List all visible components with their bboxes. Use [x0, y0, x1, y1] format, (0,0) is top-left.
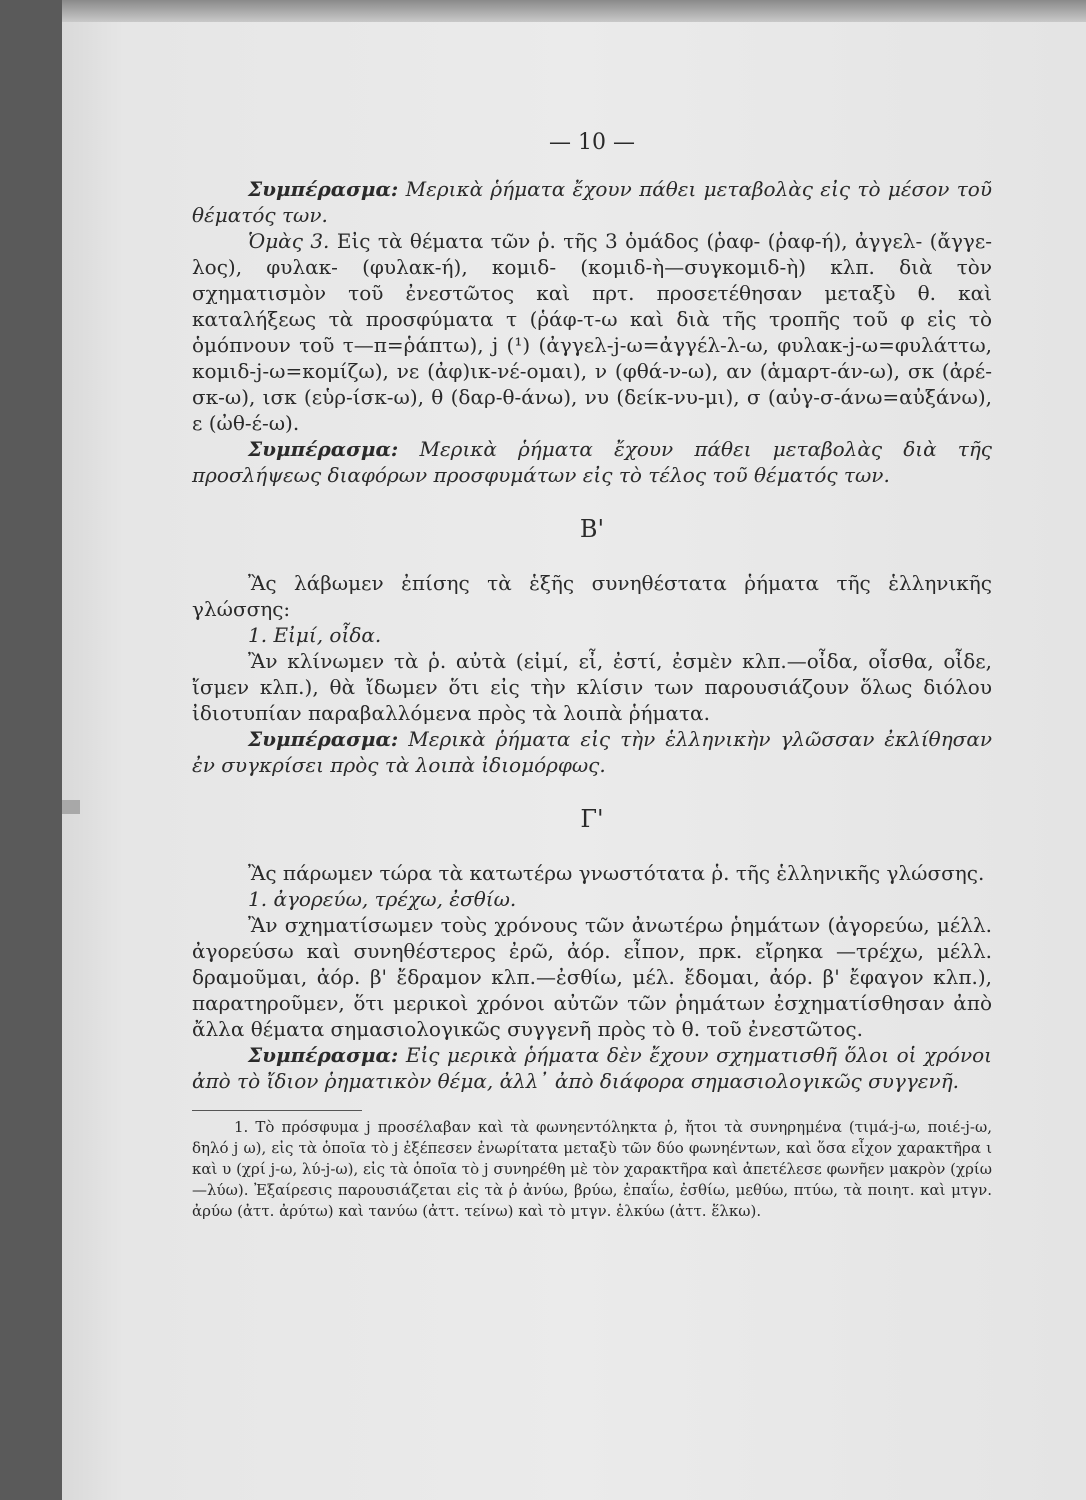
conclusion-label: Συμπέρασμα:	[248, 727, 399, 751]
conclusion-label: Συμπέρασμα:	[248, 1043, 399, 1067]
intro-paragraph-g: Ἂς πάρωμεν τώρα τὰ κατωτέρω γνωστότατα ῥ. τῆς ἑλληνικῆς γλώσσης.	[248, 861, 985, 885]
intro-paragraph-b: Ἂς λάβωμεν ἐπίσης τὰ ἑξῆς συνηθέστατα ῥήματα τῆς ἑλληνικῆς γλώσσης:	[192, 571, 992, 621]
conclusion-paragraph-4	[192, 1042, 992, 1094]
page-top-edge	[62, 0, 1086, 22]
conclusion-text: Εἰς μερικὰ ῥήματα δὲν ἔχουν σχηματισθῆ ὅλοι οἱ χρόνοι ἀπὸ τὸ ἴδιον ῥηματικὸν θέμα, ἀλλ᾽ ἀπὸ διάφορα σημασιολογικῶς συγγενῆ.	[192, 1043, 992, 1093]
section-heading-b: Β'	[579, 515, 605, 543]
conclusion-text: Μερικὰ ῥήματα ἔχουν πάθει μεταβολὰς εἰς τὸ μέσον τοῦ θέματός των.	[192, 177, 992, 227]
conclusion-text: Μερικὰ ῥήματα ἔχουν πάθει μεταβολὰς διὰ τῆς προσλήψεως διαφόρων προσφυμάτων εἰς τὸ τέλος τοῦ θέματός των.	[192, 437, 992, 487]
conclusion-paragraph-1	[192, 176, 992, 228]
conclusion-label: Συμπέρασμα:	[248, 437, 399, 461]
paragraph-eimi: Ἂν κλίνωμεν τὰ ῥ. αὐτὰ (εἰμί, εἶ, ἐστί, ἐσμὲν κλπ.—οἶδα, οἶσθα, οἶδε, ἴσμεν κλπ.), θὰ ἴδωμεν ὅτι εἰς τὴν κλίσιν των παρουσιάζουν ὅλως διόλου ἰδιοτυπίαν παραβαλλόμενα πρὸς τὰ λοιπὰ ῥήματα.	[192, 649, 992, 725]
footnote-rule	[192, 1110, 362, 1111]
section-heading-g: Γ'	[580, 805, 604, 833]
group-label: Ὁμὰς 3.	[248, 229, 330, 253]
item-b1: 1. Εἰμί, οἶδα.	[248, 623, 382, 647]
footnote: 1. Τὸ πρόσφυμα j προσέλαβαν καὶ τὰ φωνηεντόληκτα ῥ, ἤτοι τὰ συνηρημένα (τιμά-j-ω, ποιέ-j-ω, δηλό j ω), εἰς τὰ ὁποῖα τὸ j ἐξέπεσεν ἐνωρίτατα μεταξὺ τῶν δύο φωνηέντων, καὶ ὅσα εἶχον χαρακτῆρα ι καὶ υ (χρί j-ω, λύ-j-ω), εἰς τὰ ὁποῖα τὸ j συνηρέθη μὲ τὸν χαρακτῆρα καὶ ἀπετέλεσε φωνῆεν μακρὸν (χρίω—λύω). Ἐξαίρεσις παρουσιάζεται εἰς τὰ ῥ ἀνύω, βρύω, ἐπαΐω, ἐσθίω, μεθύω, πτύω, τὰ ποιητ. καὶ μτγν. ἀρύω (ἀττ. ἀρύτω) καὶ τανύω (ἀττ. τείνω) καὶ τὸ μτγν. ἑλκύω (ἀττ. ἕλκω).	[192, 1118, 992, 1220]
page-content	[192, 130, 992, 1222]
conclusion-paragraph-3	[192, 726, 992, 778]
paragraph-agoreuo: Ἂν σχηματίσωμεν τοὺς χρόνους τῶν ἀνωτέρω ῥημάτων (ἀγορεύω, μέλλ. ἀγορεύσω καὶ συνηθέστερος ἐρῶ, ἀόρ. εἶπον, πρκ. εἴρηκα —τρέχω, μέλλ. δραμοῦμαι, ἀόρ. β' ἔδραμον κλπ.—ἐσθίω, μέλ. ἔδομαι, ἀόρ. β' ἔφαγον κλπ.), παρατηροῦμεν, ὅτι μερικοὶ χρόνοι αὐτῶν τῶν ῥημάτων ἐσχηματίσθησαν ἀπὸ ἄλλα θέματα σημασιολογικῶς συγγενῆ πρὸς τὸ θ. τοῦ ἐνεστῶτος.	[192, 913, 992, 1041]
page-fold-mark	[62, 800, 80, 814]
page-number: — 10 —	[549, 130, 635, 155]
group-3-paragraph	[192, 228, 992, 436]
conclusion-text: Μερικὰ ῥήματα εἰς τὴν ἑλληνικὴν γλῶσσαν ἐκλίθησαν ἐν συγκρίσει πρὸς τὰ λοιπὰ ἰδιομόρφως.	[192, 727, 992, 777]
conclusion-label: Συμπέρασμα:	[248, 177, 399, 201]
conclusion-paragraph-2	[192, 436, 992, 488]
item-g1: 1. ἀγορεύω, τρέχω, ἐσθίω.	[248, 887, 517, 911]
group-text: Εἰς τὰ θέματα τῶν ῥ. τῆς 3 ὁμάδος (ῥαφ- (ῥαφ-ή), ἀγγελ- (ἄγγε-λος), φυλακ- (φυλακ-ή), κομιδ- (κομιδ-ὴ—συγκομιδ-ὴ) κλπ. διὰ τὸν σχηματισμὸν τοῦ ἐνεστῶτος καὶ πρτ. προσετέθησαν μεταξὺ θ. καὶ καταλήξεως τὰ προσφύματα τ (ῥάφ-τ-ω καὶ διὰ τῆς τροπῆς τοῦ φ εἰς τὸ ὁμόπνουν τοῦ τ—π=ῥάπτω), j (¹) (ἀγγελ-j-ω=ἀγγέλ-λ-ω, φυλακ-j-ω=φυλάττω, κομιδ-j-ω=κομίζω), νε (ἀφ)ικ-νέ-ομαι), ν (φθά-ν-ω), αν (ἁμαρτ-άν-ω), σκ (ἀρέ-σκ-ω), ισκ (εὑρ-ίσκ-ω), θ (δαρ-θ-άνω), νυ (δείκ-νυ-μι), σ (αὐγ-σ-άνω=αὐξάνω), ε (ὠθ-έ-ω).	[192, 229, 992, 435]
